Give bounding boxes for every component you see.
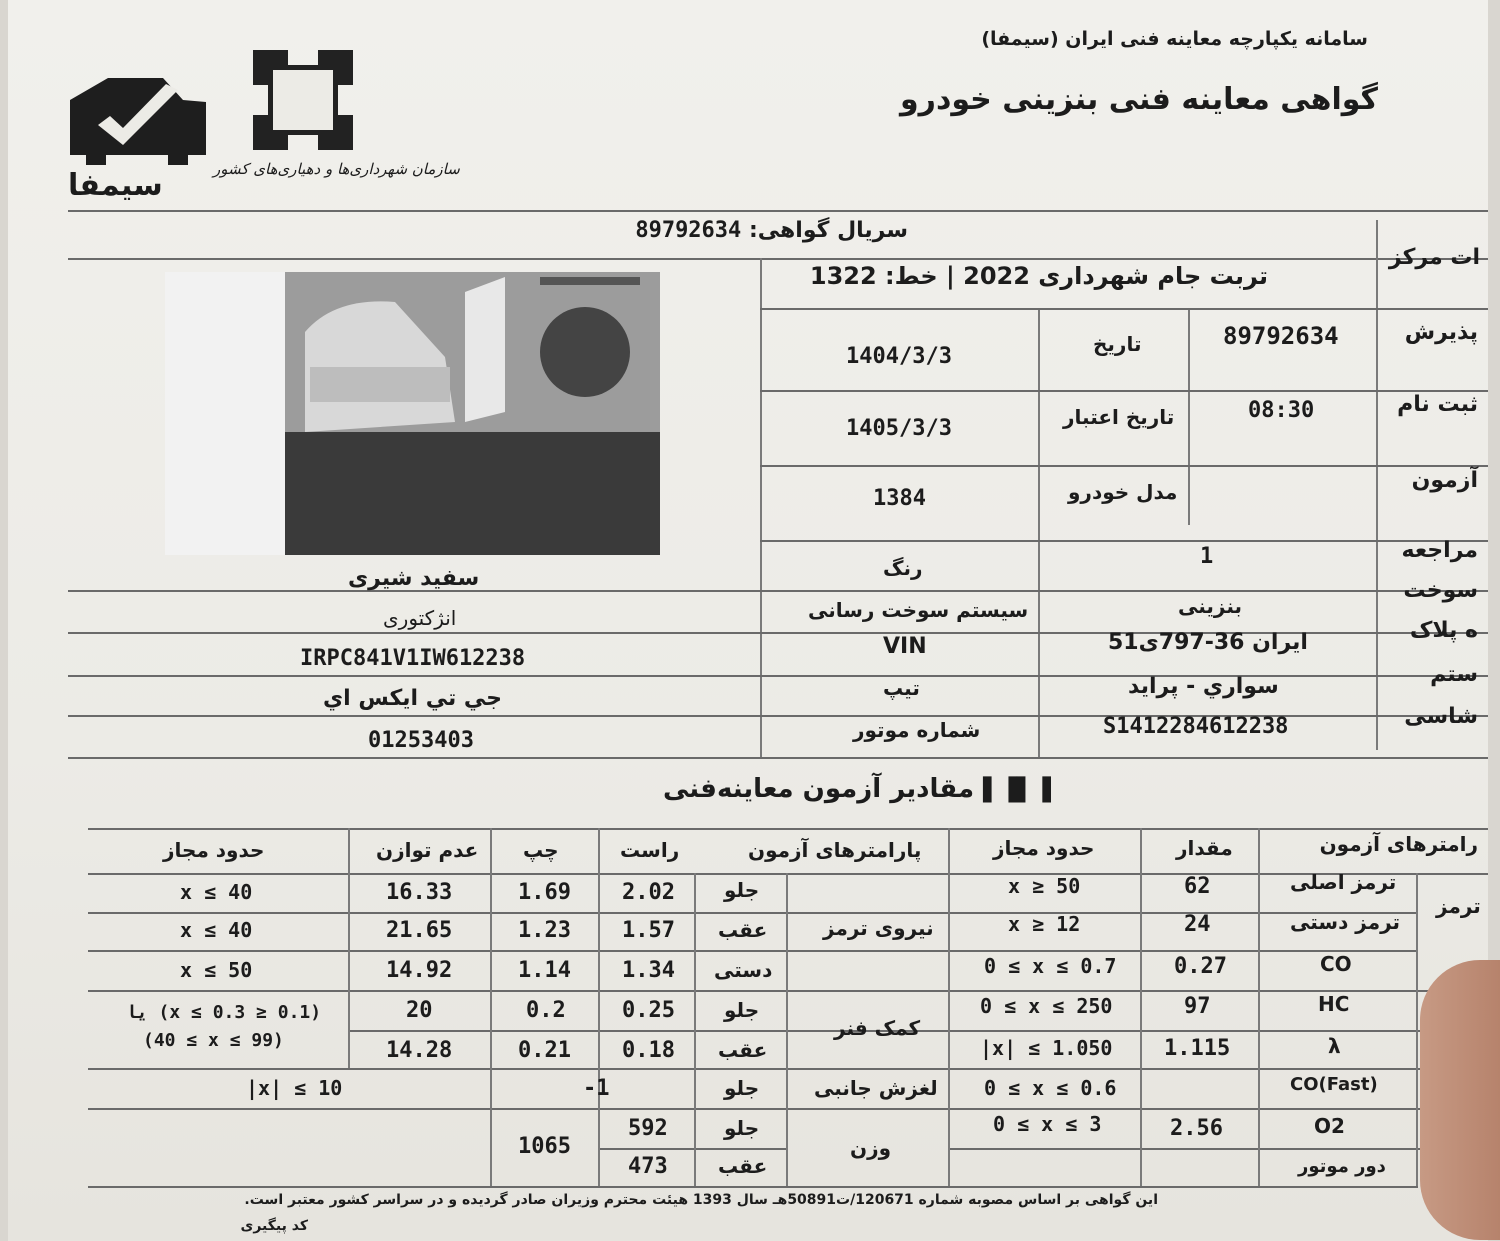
label-visit: مراجعه [1401, 538, 1478, 563]
center-value: تربت جام شهرداری 2022 | خط: 1322 [809, 262, 1268, 290]
reception-value: 89792634 [1223, 322, 1339, 350]
expiry-value: 1405/3/3 [846, 416, 952, 441]
engine-value: 01253403 [368, 728, 474, 753]
fuel-system-label: سیستم سوخت رسانی [808, 598, 1029, 622]
lt-row-right: 0.18 [622, 1038, 675, 1063]
grid-line [948, 828, 950, 1186]
rt-header-limit: حدود مجاز [993, 836, 1095, 860]
lt-header-left: چپ [523, 838, 559, 862]
serial-line [635, 218, 908, 243]
grid-line [68, 757, 1488, 759]
system-value: سواري - پرايد [1128, 674, 1279, 699]
certificate-paper [8, 0, 1488, 1241]
lt-row-left: 0.21 [518, 1038, 571, 1063]
vehicle-photo [165, 272, 660, 555]
rt-group-brake: ترمز [1436, 894, 1481, 918]
rt-row-param: O2 [1314, 1114, 1345, 1138]
lt-shock-label: کمک فنر [834, 1016, 921, 1040]
rt-row-limit: x ≥ 50 [1008, 874, 1081, 898]
lt-row-left: 0.2 [526, 998, 566, 1023]
lt-row-limit: (40 ≤ x ≤ 99) [143, 1030, 284, 1051]
rt-header-value: مقدار [1176, 836, 1233, 860]
lt-weight-front-label: جلو [724, 1116, 760, 1140]
lt-row-imbalance: 20 [406, 998, 433, 1023]
fuel-value: بنزینی [1178, 594, 1243, 618]
date-label: تاریخ [1093, 332, 1142, 356]
grid-line [760, 465, 1488, 467]
engine-label: شماره موتور [853, 718, 981, 742]
section-title-text: مقادیر آزمون معاینه‌فنی [663, 774, 975, 804]
lt-row-limit: (0.1 ≤ x ≤ 0.3) یا [126, 1002, 322, 1023]
rt-row-value: 0.27 [1174, 954, 1227, 979]
rt-row-limit: x ≥ 12 [1008, 912, 1081, 936]
grid-line [88, 912, 1418, 914]
footer-note: این گواهی بر اساس مصوبه شماره 120671/ت50891هـ سال 1393 هیئت محترم وزیران صادر گردیده و در سراسر کشور معتبر است. [244, 1192, 1158, 1208]
vin-label: VIN [883, 634, 927, 659]
grid-line [694, 873, 696, 1186]
rt-row-param: HC [1318, 992, 1350, 1016]
lt-header-param: پارامترهای آزمون [748, 838, 922, 862]
lt-row-left: 1.23 [518, 918, 571, 943]
lt-row-imbalance: 14.92 [386, 958, 453, 983]
model-value: 1384 [873, 486, 926, 511]
lt-row-left: 1.69 [518, 880, 571, 905]
rt-row-param: ترمز دستی [1290, 910, 1401, 934]
lt-row-pos: عقب [718, 1038, 768, 1062]
divider [68, 210, 1488, 212]
section-title [663, 774, 1051, 804]
type-label: تیپ [883, 676, 920, 700]
serial-label: سریال گواهی: [748, 218, 908, 243]
lt-row-limit: x ≤ 40 [180, 880, 253, 904]
grid-line [948, 1148, 1488, 1150]
divider [68, 258, 1488, 260]
lt-row-left: 1.14 [518, 958, 571, 983]
grid-line [598, 1148, 788, 1150]
rt-row-limit: |x| ≤ 1.050 [980, 1036, 1113, 1060]
color-value: سفید شیری [348, 566, 480, 591]
lt-weight-rear-label: عقب [718, 1154, 768, 1178]
lt-sideslip-label: لغزش جانبی [814, 1076, 938, 1100]
grid-line [348, 828, 350, 1068]
plate-value: ایران 36-797ی51 [1108, 630, 1308, 655]
label-fuel: سوخت [1403, 578, 1478, 603]
rt-row-param: ترمز اصلی [1290, 870, 1397, 894]
lt-weight-rear: 473 [628, 1154, 668, 1179]
grid-line [88, 1108, 1488, 1110]
grid-line [1188, 310, 1190, 525]
system-name: سامانه یکپارچه معاینه فنی ایران (سیمفا) [981, 28, 1368, 50]
rt-header-param: رامترهای آزمون [1319, 832, 1478, 856]
lt-row-right: 0.25 [622, 998, 675, 1023]
model-label: مدل خودرو [1068, 480, 1178, 504]
grid-line [1258, 828, 1260, 1186]
label-plate: ه پلاک [1409, 618, 1478, 643]
grid-line [760, 390, 1488, 392]
label-chassis: شاسی [1404, 704, 1478, 729]
rt-row-value: 1.115 [1164, 1036, 1231, 1061]
label-center: ات مرکز [1388, 245, 1480, 270]
rt-row-param: دور موتور [1298, 1156, 1386, 1177]
grid-line [88, 990, 1488, 992]
lt-row-pos: دستی [714, 958, 773, 982]
lt-header-limit: حدود مجاز [163, 838, 265, 862]
lt-weight-label: وزن [850, 1136, 892, 1160]
lt-brake-label: نیروی ترمز [823, 916, 934, 940]
grid-line [1416, 873, 1418, 1186]
lt-row-right: 1.57 [622, 918, 675, 943]
grid-line [598, 828, 600, 1186]
logo-org-name: سازمان شهرداری‌ها و دهیاری‌های کشور [213, 160, 460, 178]
vehicle-photo-image [165, 272, 660, 555]
emblem-icon [248, 45, 358, 155]
rt-row-limit: 0 ≤ x ≤ 3 [993, 1112, 1102, 1136]
lt-weight-total: 1065 [518, 1134, 571, 1159]
lt-sideslip-value: -1 [583, 1076, 610, 1101]
grid-line [88, 828, 1488, 830]
expiry-label: تاریخ اعتبار [1063, 405, 1175, 429]
grid-line [760, 540, 1488, 542]
label-system: ستم [1430, 662, 1478, 687]
rt-row-value: 2.56 [1170, 1116, 1223, 1141]
vin-value: IRPC841V1IW612238 [300, 646, 526, 671]
rt-row-param: λ [1328, 1034, 1341, 1058]
car-check-logo-icon [68, 70, 208, 165]
certificate-title: گواهی معاینه فنی بنزینی خودرو [900, 82, 1378, 117]
grid-line [1038, 310, 1040, 758]
rt-row-limit: 0 ≤ x ≤ 250 [980, 994, 1113, 1018]
bar-chart-icon: ▐▌▐▌ [983, 778, 1051, 803]
lt-row-imbalance: 21.65 [386, 918, 453, 943]
lt-row-imbalance: 14.28 [386, 1038, 453, 1063]
lt-row-right: 1.34 [622, 958, 675, 983]
color-label: رنگ [883, 556, 923, 580]
grid-line [760, 308, 1488, 310]
rt-row-limit: 0 ≤ x ≤ 0.6 [984, 1076, 1117, 1100]
lt-row-limit: x ≤ 50 [180, 958, 253, 982]
chassis-value: S1412284612238 [1103, 714, 1289, 739]
label-reception: پذیرش [1404, 320, 1478, 345]
lt-row-limit: x ≤ 40 [180, 918, 253, 942]
lt-row-pos: عقب [718, 918, 768, 942]
grid-line [786, 873, 788, 1186]
lt-row-right: 2.02 [622, 880, 675, 905]
grid-line [490, 828, 492, 1186]
grid-line [88, 1186, 1418, 1188]
lt-header-right: راست [620, 838, 680, 862]
grid-line [88, 873, 1488, 875]
fuel-system-value: انژکتوری [383, 606, 457, 630]
label-registration: ثبت نام [1397, 392, 1478, 417]
date-value: 1404/3/3 [846, 344, 952, 369]
time-value: 08:30 [1248, 398, 1315, 423]
grid-line [88, 1068, 1488, 1070]
rt-row-param: CO(Fast) [1290, 1074, 1378, 1095]
label-test: آزمون [1411, 468, 1478, 493]
lt-sideslip-pos: جلو [724, 1076, 760, 1100]
rt-row-value: 24 [1184, 912, 1211, 937]
lt-row-pos: جلو [724, 878, 760, 902]
finger-edge [1420, 960, 1500, 1240]
lt-row-imbalance: 16.33 [386, 880, 453, 905]
rt-row-param: CO [1320, 952, 1352, 976]
grid-line [68, 590, 1488, 592]
visit-value: 1 [1200, 544, 1214, 569]
lt-header-imbalance: عدم توازن [376, 838, 479, 862]
logo-wordmark: سیمفا [68, 168, 163, 203]
tracking-label: کد پیگیری [240, 1218, 308, 1234]
grid-line [1140, 828, 1142, 1186]
grid-line [760, 258, 762, 758]
rt-row-limit: 0 ≤ x ≤ 0.7 [984, 954, 1117, 978]
rt-row-value: 97 [1184, 994, 1211, 1019]
grid-line [1376, 220, 1378, 750]
type-value: جي تي ايكس اي [323, 686, 503, 711]
serial-value: 89792634 [635, 218, 742, 243]
lt-weight-front: 592 [628, 1116, 668, 1141]
rt-row-value: 62 [1184, 874, 1211, 899]
lt-row-pos: جلو [724, 998, 760, 1022]
lt-sideslip-limit: |x| ≤ 10 [246, 1076, 343, 1100]
grid-line [88, 950, 1418, 952]
